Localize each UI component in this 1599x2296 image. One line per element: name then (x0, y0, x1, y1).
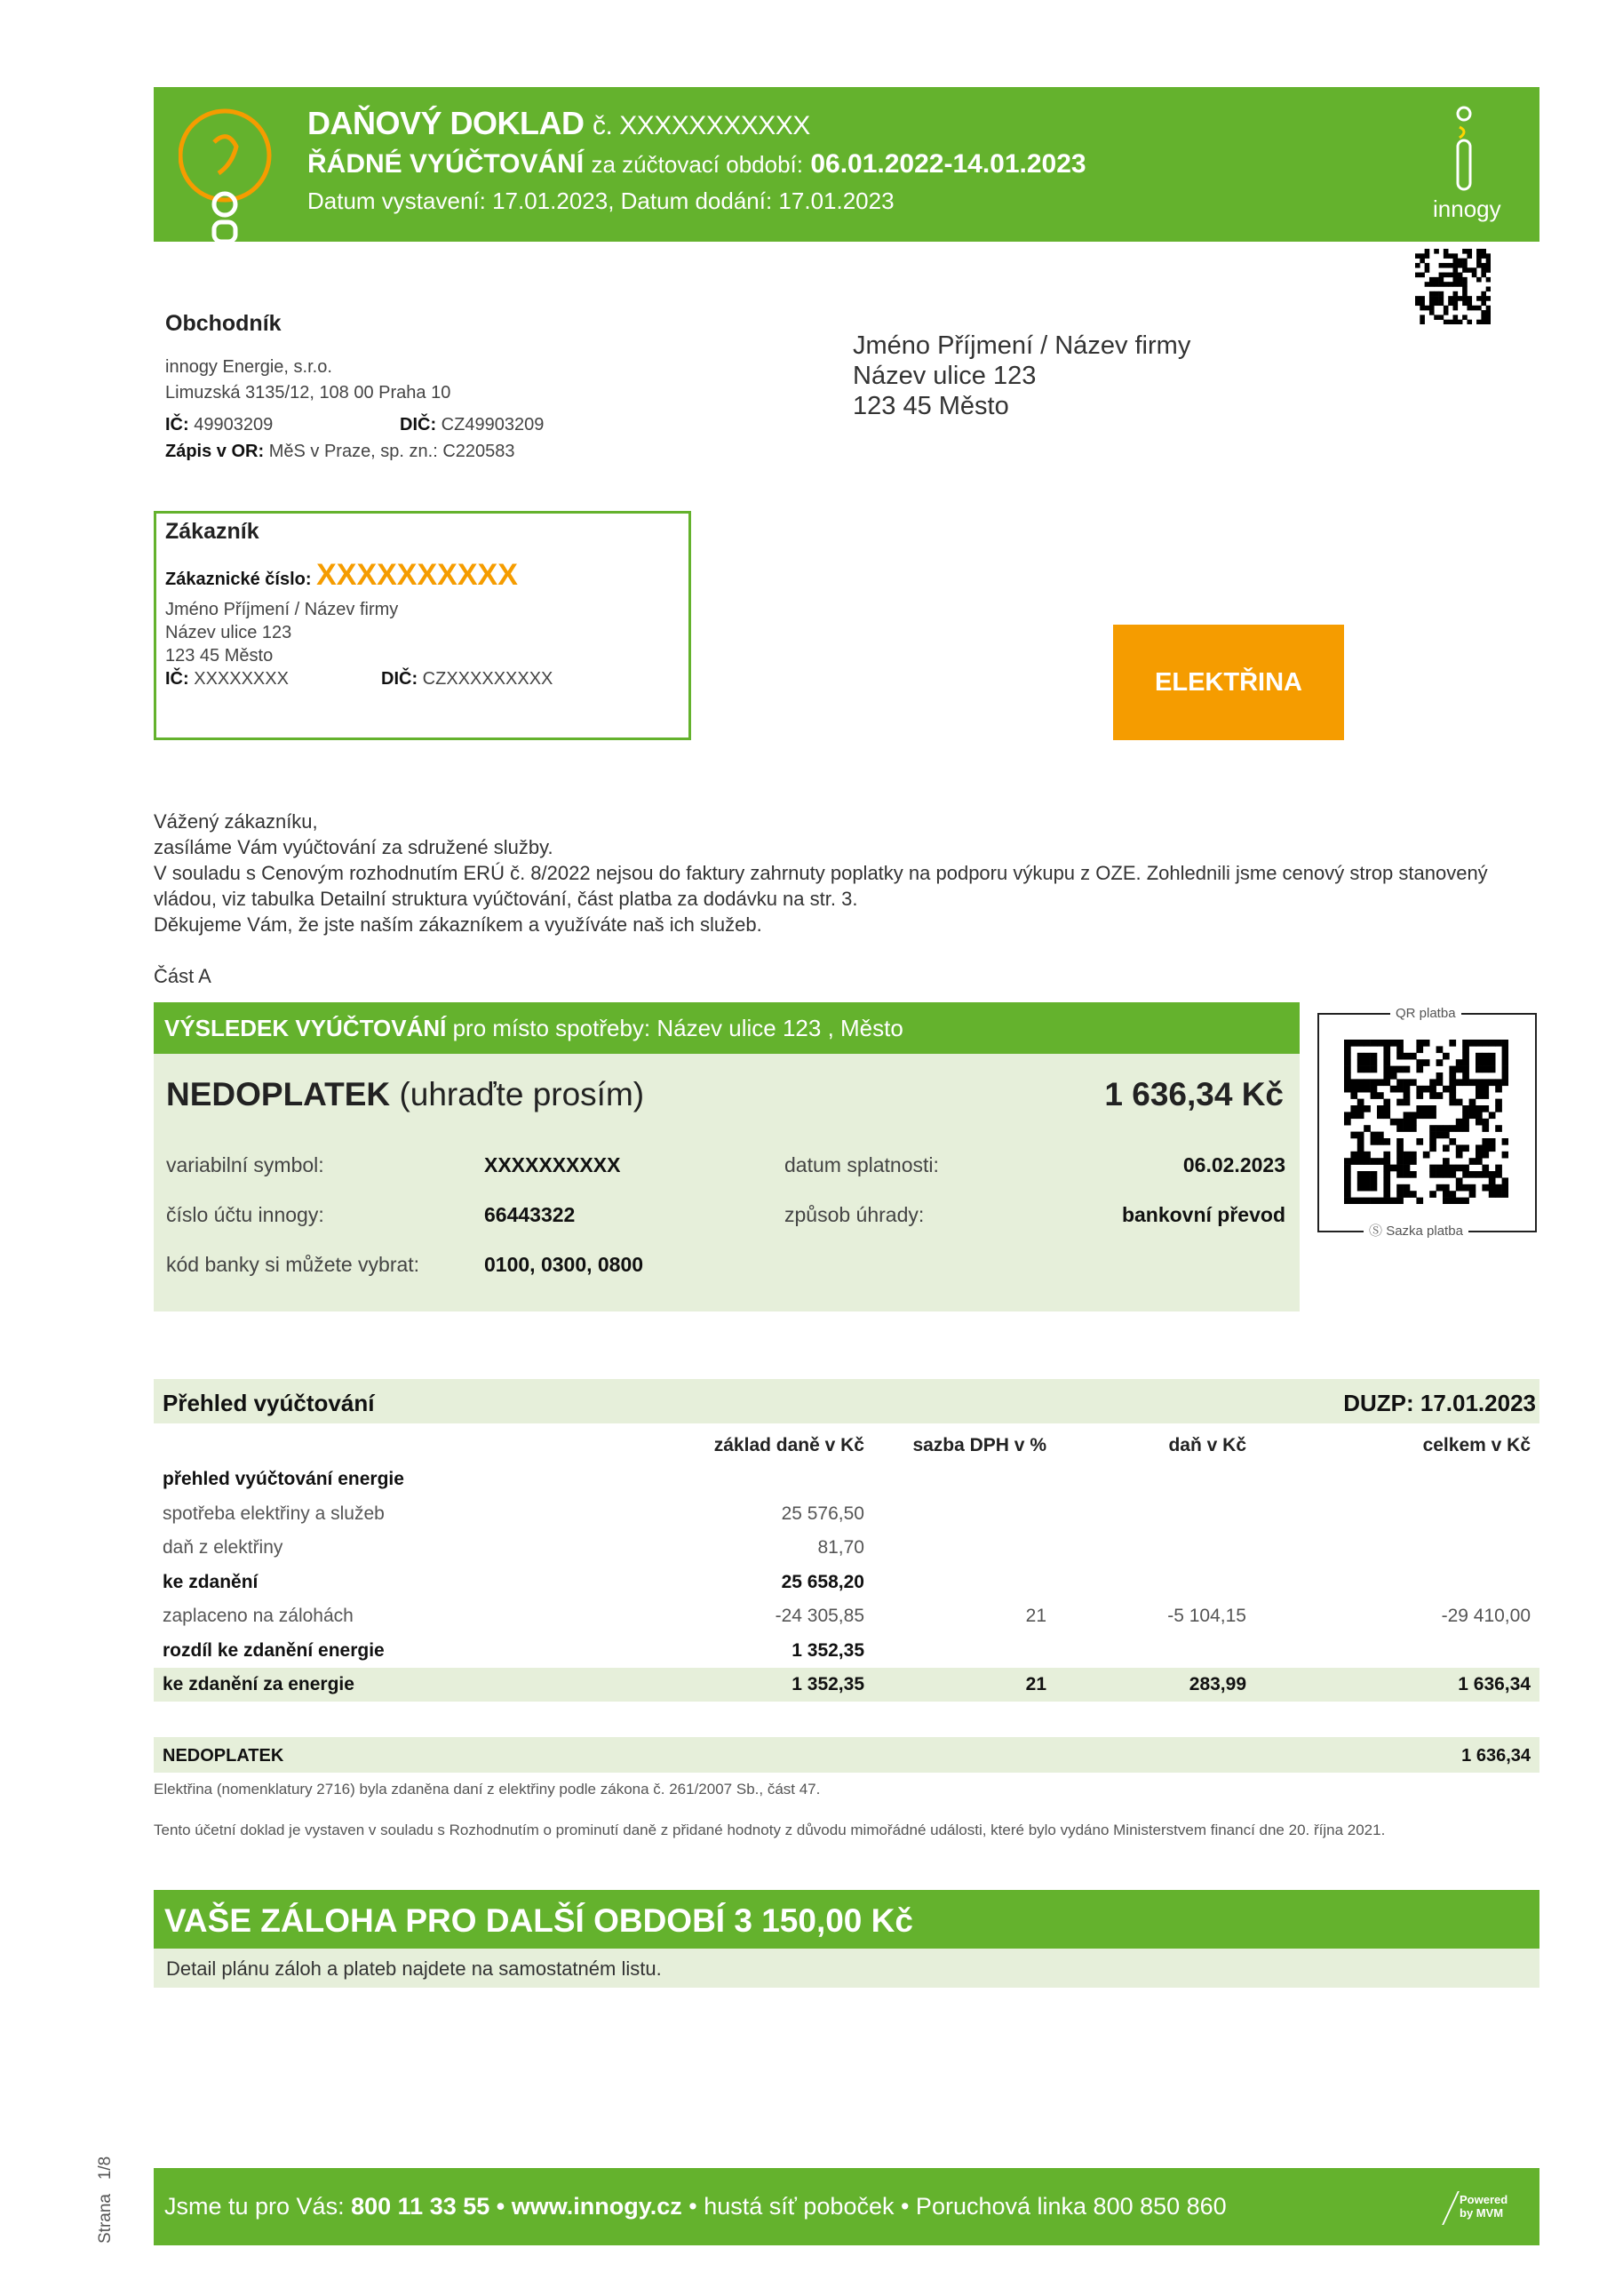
part-label: Část A (154, 965, 211, 987)
sazka-label: Ⓢ Sazka platba (1364, 1221, 1468, 1240)
result-status: NEDOPLATEK (uhraďte prosím) (166, 1076, 645, 1112)
advance-detail-bar (154, 1949, 1539, 1988)
electricity-button[interactable]: ELEKTŘINA (1113, 625, 1344, 740)
overview-table (154, 1429, 1539, 1749)
table-cell: 1 352,35 (792, 1639, 864, 1661)
result-header (154, 1002, 1300, 1054)
letter-line: V souladu s Cenovým rozhodnutím ERÚ č. 8/2022 nejsou do faktury zahrnuty poplatky na podporu výkupu z OZE. Zohlednili jsme cenový strop stanovený vládou, viz tabulka Detailní struktura vyúčtování, část platba za dodávku na str. 3. (154, 862, 1488, 910)
customer-dic: DIČ: CZXXXXXXXXX (381, 669, 553, 689)
merchant-ic: IČ: 49903209 (165, 415, 274, 434)
field-label: číslo účtu innogy: (166, 1203, 324, 1226)
recipient-city: 123 45 Město (853, 392, 1009, 420)
result-panel (154, 1054, 1300, 1311)
merchant-register: Zápis v OR: MěS v Praze, sp. zn.: C220583 (165, 442, 515, 461)
field-label: kód banky si můžete vybrat: (166, 1253, 420, 1276)
account-number: 66443322 (484, 1203, 576, 1226)
advance-header (154, 1890, 1539, 1949)
bank-codes: 0100, 0300, 0800 (484, 1253, 644, 1276)
datamatrix-code-icon (1415, 249, 1491, 324)
variable-symbol: XXXXXXXXXX (484, 1153, 621, 1176)
row-label: rozdíl ke zdanění energie (163, 1639, 385, 1661)
powered-by-mvm: Powered by MVM (1460, 2193, 1508, 2220)
document-header (154, 87, 1539, 242)
qr-payment-box (1317, 1006, 1537, 1239)
sazka-icon: Ⓢ (1369, 1224, 1383, 1239)
page-number: Strana 1/8 (96, 2156, 115, 2244)
vat-note: Tento účetní doklad je vystaven v souladu s Rozhodnutím o prominutí daně z přidané hodnoty z důvodu mimořádné události, které bylo vydáno Ministerstvem financí dne 20. října 2021. (154, 1822, 1386, 1838)
cover-letter (154, 809, 1522, 937)
row-label: daň z elektřiny (163, 1537, 283, 1558)
table-row (154, 1463, 1539, 1496)
table-cell: -29 410,00 (1441, 1606, 1531, 1626)
letter-line: zasíláme Vám vyúčtování za sdružené služby. (154, 836, 553, 858)
recipient-street: Název ulice 123 (853, 362, 1037, 390)
qr-label: QR platba (1390, 1006, 1461, 1021)
recipient-name: Jméno Příjmení / Název firmy (853, 331, 1191, 360)
website-link[interactable]: www.innogy.cz (511, 2193, 682, 2220)
row-label: ke zdanění za energie (163, 1674, 354, 1694)
footer-bar (154, 2168, 1539, 2245)
row-label: ke zdanění (163, 1571, 259, 1592)
due-date: 06.02.2023 (1182, 1153, 1285, 1176)
issue-dates: Datum vystavení: 17.01.2023, Datum dodání: 17.01.2023 (307, 187, 895, 214)
table-cell: 25 576,50 (781, 1503, 864, 1524)
footer-contact: Jsme tu pro Vás: 800 11 33 55 • www.innogy.cz • hustá síť poboček • Poruchová linka 800 850 860 (164, 2193, 1227, 2220)
table-row (154, 1497, 1539, 1531)
field-label: variabilní symbol: (166, 1153, 324, 1176)
underpayment-total-row (154, 1737, 1539, 1773)
table-header-row (154, 1429, 1539, 1463)
recipient-address (853, 331, 1190, 421)
brand-illustration-icon (179, 107, 285, 242)
letter-line: Děkujeme Vám, že jste naším zákazníkem a využíváte naš ich služeb. (154, 913, 762, 936)
customer-street: Název ulice 123 (165, 623, 292, 642)
table-row (154, 1634, 1539, 1668)
table-row (154, 1566, 1539, 1599)
qr-code-icon[interactable] (1344, 1040, 1508, 1204)
column-header: celkem v Kč (1422, 1435, 1531, 1455)
overview-header (154, 1379, 1539, 1423)
customer-details (165, 598, 398, 667)
customer-title: Zákazník (165, 519, 259, 544)
duzp-date: DUZP: 17.01.2023 (1343, 1390, 1536, 1416)
advance-title: VAŠE ZÁLOHA PRO DALŠÍ OBDOBÍ 3 150,00 Kč (164, 1902, 913, 1939)
table-cell: 21 (1025, 1606, 1046, 1626)
customer-number: Zákaznické číslo: XXXXXXXXXX (165, 558, 518, 592)
advance-detail: Detail plánu záloh a plateb najdete na samostatném listu. (166, 1957, 662, 1980)
total-value: 1 636,34 (1461, 1746, 1531, 1766)
overview-title: Přehled vyúčtování (163, 1390, 375, 1416)
merchant-dic: DIČ: CZ49903209 (400, 415, 545, 434)
payment-method: bankovní převod (1121, 1203, 1285, 1226)
customer-city: 123 45 Město (165, 646, 274, 666)
merchant-title: Obchodník (165, 311, 282, 336)
innogy-logo-icon (1451, 105, 1477, 194)
result-title: VÝSLEDEK VYÚČTOVÁNÍ (164, 1015, 447, 1041)
row-label: přehled vyúčtování energie (163, 1469, 404, 1489)
table-cell: 25 658,20 (781, 1571, 864, 1592)
merchant-name: innogy Energie, s.r.o. (165, 357, 332, 377)
customer-box (154, 511, 691, 740)
customer-name: Jméno Příjmení / Název firmy (165, 600, 399, 619)
row-label: spotřeba elektřiny a služeb (163, 1503, 385, 1524)
table-cell: 1 636,34 (1458, 1674, 1531, 1694)
innogy-logo-text: innogy (1433, 195, 1501, 222)
table-cell: -5 104,15 (1167, 1606, 1246, 1626)
billing-subtitle: ŘÁDNÉ VYÚČTOVÁNÍ za zúčtovací období: 06.01.2022-14.01.2023 (307, 149, 1086, 179)
table-cell: 81,70 (817, 1537, 864, 1558)
column-header: základ daně v Kč (713, 1435, 864, 1455)
slash-icon (1429, 2191, 1460, 2225)
field-label: způsob úhrady: (784, 1203, 925, 1226)
consumption-place: pro místo spotřeby: Název ulice 123 , Město (452, 1015, 903, 1041)
letter-greeting: Vážený zákazníku, (154, 810, 318, 833)
tax-note: Elektřina (nomenklatury 2716) byla zdaněna daní z elektřiny podle zákona č. 261/2007 Sb., část 47. (154, 1781, 821, 1798)
column-header: sazba DPH v % (912, 1435, 1046, 1455)
total-label: NEDOPLATEK (163, 1746, 284, 1766)
row-label: zaplaceno na zálohách (163, 1606, 354, 1626)
document-title: DAŇOVÝ DOKLAD č. XXXXXXXXXXX (307, 105, 810, 141)
table-cell: 21 (1025, 1674, 1046, 1694)
customer-ic: IČ: XXXXXXXX (165, 669, 289, 689)
table-row (154, 1599, 1539, 1633)
table-cell: 283,99 (1189, 1674, 1246, 1694)
table-cell: -24 305,85 (775, 1606, 864, 1626)
table-row (154, 1668, 1539, 1702)
result-amount: 1 636,34 Kč (1104, 1076, 1284, 1112)
table-cell: 1 352,35 (792, 1674, 864, 1694)
hotline-phone[interactable]: 800 11 33 55 (351, 2193, 490, 2220)
merchant-address: Limuzská 3135/12, 108 00 Praha 10 (165, 383, 451, 403)
field-label: datum splatnosti: (784, 1153, 939, 1176)
table-row (154, 1531, 1539, 1565)
column-header: daň v Kč (1168, 1435, 1246, 1455)
